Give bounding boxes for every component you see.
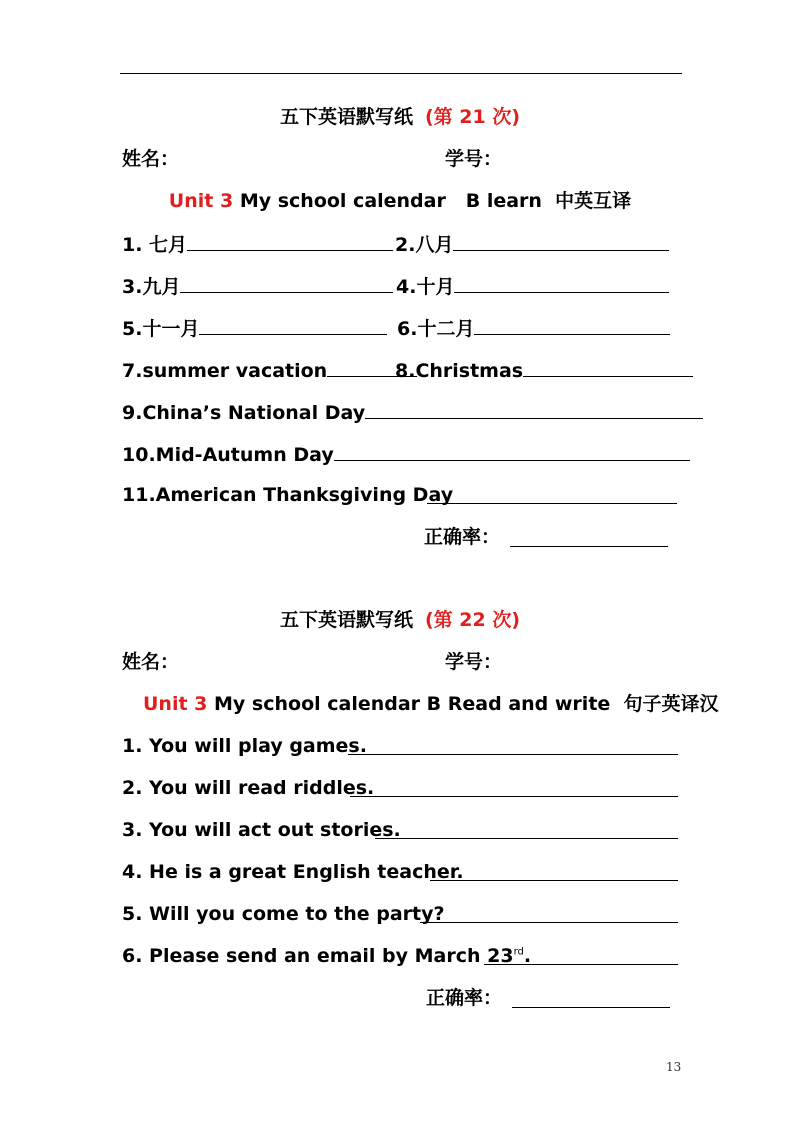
sheet2-sentence-row: [122, 818, 401, 842]
sheet2-sentence: 3. You will act out stories.: [122, 819, 401, 841]
sheet1-section: B learn: [465, 190, 542, 212]
answer-blank[interactable]: [474, 315, 670, 335]
answer-blank[interactable]: [453, 231, 669, 251]
answer-blank[interactable]: [180, 273, 393, 293]
sheet1-unit-label: Unit 3: [168, 190, 234, 212]
sheet1-item: 10.Mid-Autumn Day: [122, 444, 334, 466]
answer-blank[interactable]: [375, 819, 678, 839]
sheet2-subtitle-text: My school calendar B Read and write: [214, 693, 611, 715]
sheet2-title: [0, 608, 800, 632]
sheet1-id-label: 学号：: [445, 148, 503, 170]
sheet1-row-3: [122, 315, 387, 341]
answer-blank[interactable]: [420, 903, 678, 923]
sheet2-sentence: 1. You will play games.: [122, 735, 367, 757]
answer-blank[interactable]: [430, 861, 678, 881]
sheet2-sentence-row: [122, 944, 531, 968]
sheet1-item: 8.Christmas: [395, 360, 524, 382]
sheet1-row-2: [122, 273, 393, 299]
sheet1-item: 4.十月: [396, 276, 455, 298]
sheet1-title-count: (第 21 次): [424, 106, 521, 128]
sheet1-title: [0, 105, 800, 129]
answer-blank[interactable]: [187, 231, 393, 251]
sheet1-title-text: 五下英语默写纸: [279, 106, 413, 128]
sheet1-subtitle-text: My school calendar: [239, 190, 446, 212]
sheet1-row-5: [122, 399, 703, 425]
sheet1-item: 2.八月: [395, 234, 454, 256]
sheet2-unit-label: Unit 3: [143, 693, 208, 715]
sheet1-name-label: 姓名：: [122, 148, 180, 170]
sheet1-item: 7.summer vacation: [122, 360, 328, 382]
sheet1-row-3b: [397, 315, 670, 341]
sheet2-id-label: 学号：: [445, 651, 503, 673]
sheet2-sentence: 5. Will you come to the party?: [122, 903, 445, 925]
sheet2-sentence-superscript: rd: [513, 946, 524, 958]
answer-blank[interactable]: [484, 945, 678, 965]
sheet1-item: 6.十二月: [397, 318, 475, 340]
answer-blank[interactable]: [427, 484, 677, 504]
answer-blank[interactable]: [365, 399, 703, 419]
sheet2-title-count: (第 22 次): [424, 609, 521, 631]
sheet1-item: 9.China’s National Day: [122, 402, 366, 424]
sheet2-title-text: 五下英语默写纸: [279, 609, 413, 631]
sheet1-row-4b: [395, 357, 693, 383]
sheet1-item: 3.九月: [122, 276, 181, 298]
sheet1-row-4: [122, 357, 417, 383]
accuracy-blank[interactable]: [510, 527, 668, 547]
sheet2-sentence: 6. Please send an email by March 23: [122, 945, 514, 967]
answer-blank[interactable]: [348, 735, 678, 755]
top-rule: [120, 73, 682, 74]
sheet2-sentence: 2. You will read riddles.: [122, 777, 375, 799]
answer-blank[interactable]: [334, 441, 690, 461]
accuracy-blank[interactable]: [512, 988, 670, 1008]
sheet2-name-label: 姓名：: [122, 651, 180, 673]
sheet2-sentence-row: [122, 776, 374, 800]
sheet1-row-2b: [396, 273, 669, 299]
answer-blank[interactable]: [350, 777, 678, 797]
sheet1-item: 11.American Thanksgiving Day: [122, 484, 454, 506]
sheet2-subtitle: [143, 692, 719, 716]
page-number: 13: [666, 1060, 682, 1074]
sheet2-sentence: 4. He is a great English teacher.: [122, 861, 464, 883]
sheet2-sentence-end: .: [523, 945, 532, 967]
sheet2-accuracy-label: 正确率：: [426, 987, 503, 1009]
answer-blank[interactable]: [454, 273, 669, 293]
sheet1-subtitle: [0, 189, 800, 213]
sheet2-task: 句子英译汉: [623, 693, 719, 715]
answer-blank[interactable]: [199, 315, 387, 335]
answer-blank[interactable]: [523, 357, 693, 377]
sheet2-sentence-row: [122, 902, 445, 926]
sheet1-row-7: [122, 483, 453, 507]
sheet1-row-1: [122, 231, 393, 257]
sheet1-row-1b: [395, 231, 669, 257]
sheet1-task: 中英互译: [555, 190, 632, 212]
sheet1-row-6: [122, 441, 690, 467]
sheet1-accuracy-label: 正确率：: [424, 526, 501, 548]
sheet1-item: 5.十一月: [122, 318, 200, 340]
sheet2-sentence-row: [122, 860, 464, 884]
sheet1-item: 1. 七月: [122, 234, 188, 256]
sheet2-sentence-row: [122, 734, 367, 758]
